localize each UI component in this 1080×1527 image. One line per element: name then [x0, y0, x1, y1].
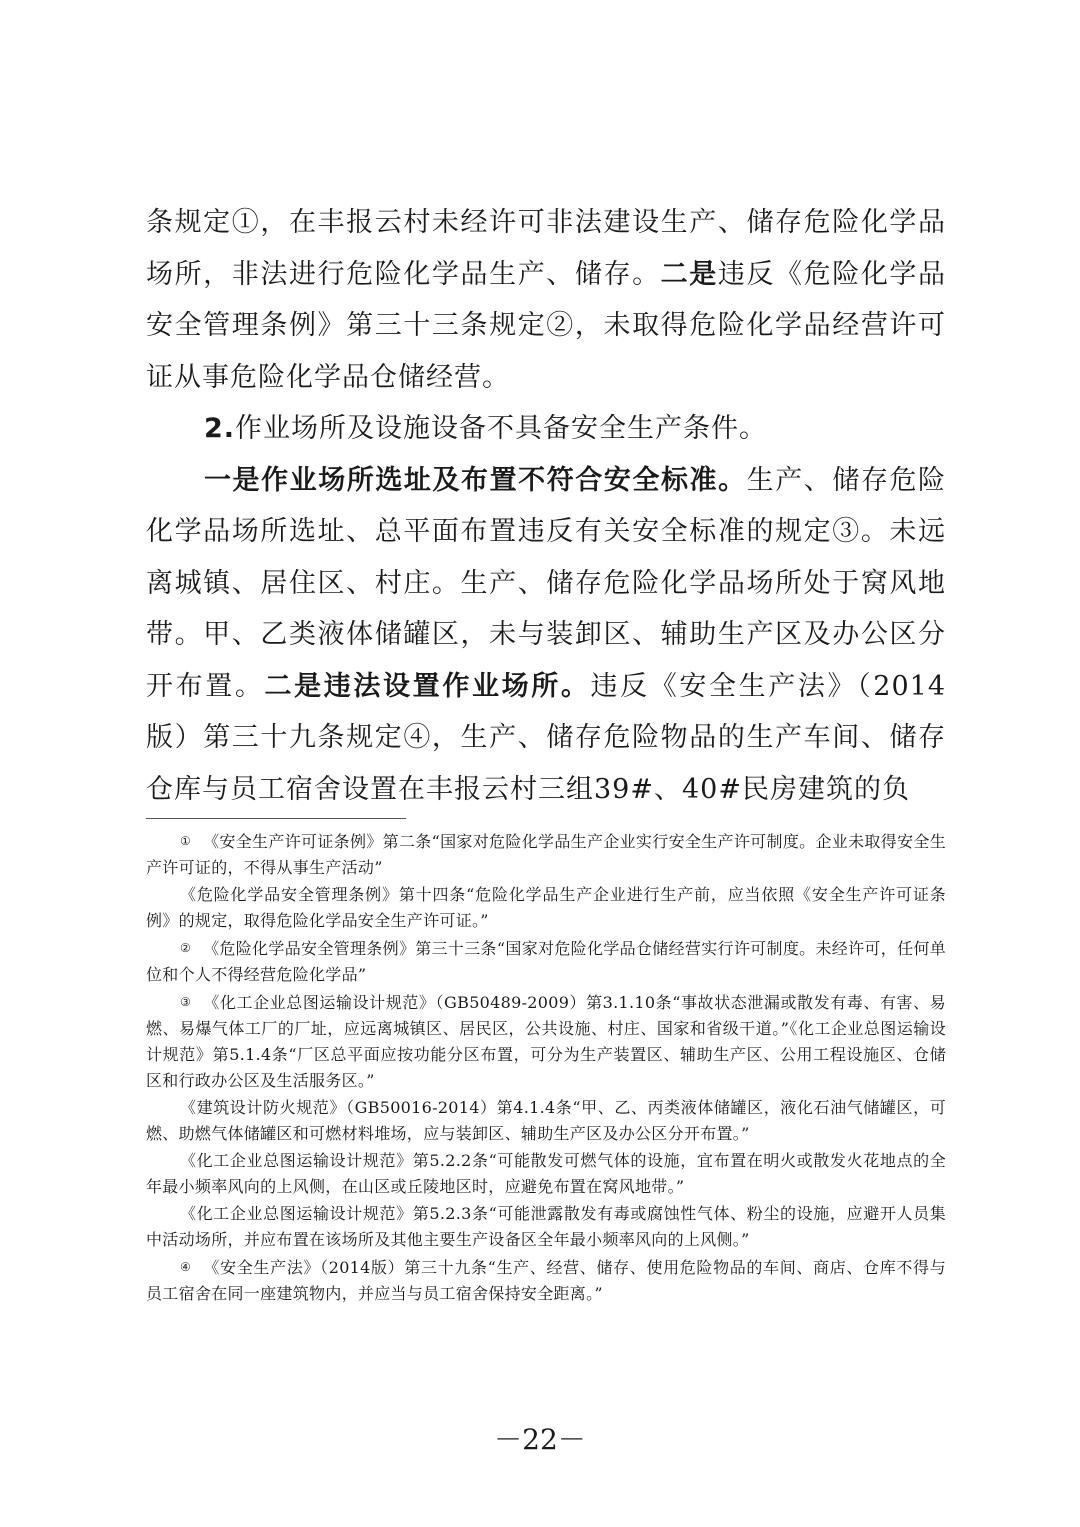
section-heading: 作业场所及设施设备不具备安全生产条件。 — [235, 413, 768, 444]
footnote-divider — [146, 818, 406, 819]
footnote-text: 《化工企业总图运输设计规范》第5.2.2条“可能散发可燃气体的设施，宜布置在明火或散发火花地点的全年最小频率风向的上风侧，在山区或丘陵地区时，应避免布置在窝风地带。” — [146, 1151, 946, 1196]
paragraph-3-bold-1: 一是作业场所选址及布置不符合安全标准。 — [204, 464, 747, 496]
section-number: 2. — [204, 413, 236, 444]
footnote — [146, 935, 946, 988]
paragraph-3-text-2: 违反《安全生产法》（2014版）第三十九条规定④，生产、储存危险物品的生产车间、储存仓库与员工宿舍设置在丰报云村三组39#、40#民房建筑的负 — [146, 670, 947, 805]
footnote-mark: ① — [180, 834, 192, 848]
paragraph-1-bold: 二是 — [660, 258, 718, 290]
paragraph-1 — [146, 197, 946, 403]
footnote-text: 《安全生产法》（2014版）第三十九条“生产、经营、储存、使用危险物品的车间、商店、仓库不得与员工宿舍在同一座建筑物内，并应当与员工宿舍保持安全距离。” — [146, 1258, 946, 1303]
paragraph-3-text-1: 生产、储存危险化学品场所选址、总平面布置违反有关安全标准的规定③。未远离城镇、居住区、村庄。生产、储存危险化学品场所处于窝风地带。甲、乙类液体储罐区，未与装卸区、辅助生产区及办公区分开布置。 — [146, 464, 947, 702]
footnote-text: 《化工企业总图运输设计规范》第5.2.3条“可能泄露散发有毒或腐蚀性气体、粉尘的设施，应避开人员集中活动场所，并应布置在该场所及其他主要生产设备区全年最小频率风向的上风侧。” — [146, 1204, 946, 1249]
footnote — [146, 1148, 946, 1200]
footnote — [146, 882, 946, 934]
footnote-text: 《危险化学品安全管理条例》第十四条“危险化学品生产企业进行生产前，应当依照《安全生产许可证条例》的规定，取得危险化学品安全生产许可证。” — [146, 885, 946, 930]
footnote — [146, 1095, 946, 1147]
paragraph-2 — [146, 403, 946, 455]
paragraph-3 — [146, 455, 946, 816]
footnote-mark: ④ — [180, 1260, 192, 1274]
footnote-text: 《化工企业总图运输设计规范》（GB50489-2009）第3.1.10条“事故状态泄漏或散发有毒、有害、易燃、易爆气体工厂的厂址，应远离城镇区、居民区，公共设施、村庄、国家和省级干道。”《化工企业总图运输设计规范》第5.1.4条“厂区总平面应按功能分区布置，可分为生产装置区、辅助生产区、公用工程设施区、仓储区和行政办公区及生活服务区。” — [146, 993, 946, 1090]
footnotes — [146, 828, 946, 1308]
footnote-text: 《建筑设计防火规范》（GB50016-2014）第4.1.4条“甲、乙、丙类液体储罐区，液化石油气储罐区，可燃、助燃气体储罐区和可燃材料堆场，应与装卸区、辅助生产区及办公区分开布置。” — [146, 1098, 946, 1143]
footnote — [146, 989, 946, 1094]
footnote-text: 《危险化学品安全管理条例》第三十三条“国家对危险化学品仓储经营实行许可制度。未经许可，任何单位和个人不得经营危险化学品” — [146, 939, 947, 984]
footnote — [146, 1201, 946, 1253]
footnote-text: 《安全生产许可证条例》第二条“国家对危险化学品生产企业实行安全生产许可制度。企业未取得安全生产许可证的，不得从事生产活动” — [146, 832, 947, 877]
paragraph-1-text-b: 违反《危险化学品安全管理条例》第三十三条规定②，未取得危险化学品经营许可证从事危险化学品仓储经营。 — [146, 258, 947, 393]
footnote-mark: ③ — [180, 995, 192, 1009]
footnote-mark: ② — [180, 941, 192, 955]
footnote — [146, 1254, 946, 1307]
paragraph-3-bold-2: 二是违法设置作业场所。 — [264, 670, 591, 702]
paragraph-1-text-a: 条规定①，在丰报云村未经许可非法建设生产、储存危险化学品场所，非法进行危险化学品生产、储存。 — [146, 207, 946, 290]
page-number: －22－ — [494, 1423, 586, 1456]
main-text — [146, 197, 946, 815]
footnote — [146, 828, 946, 881]
